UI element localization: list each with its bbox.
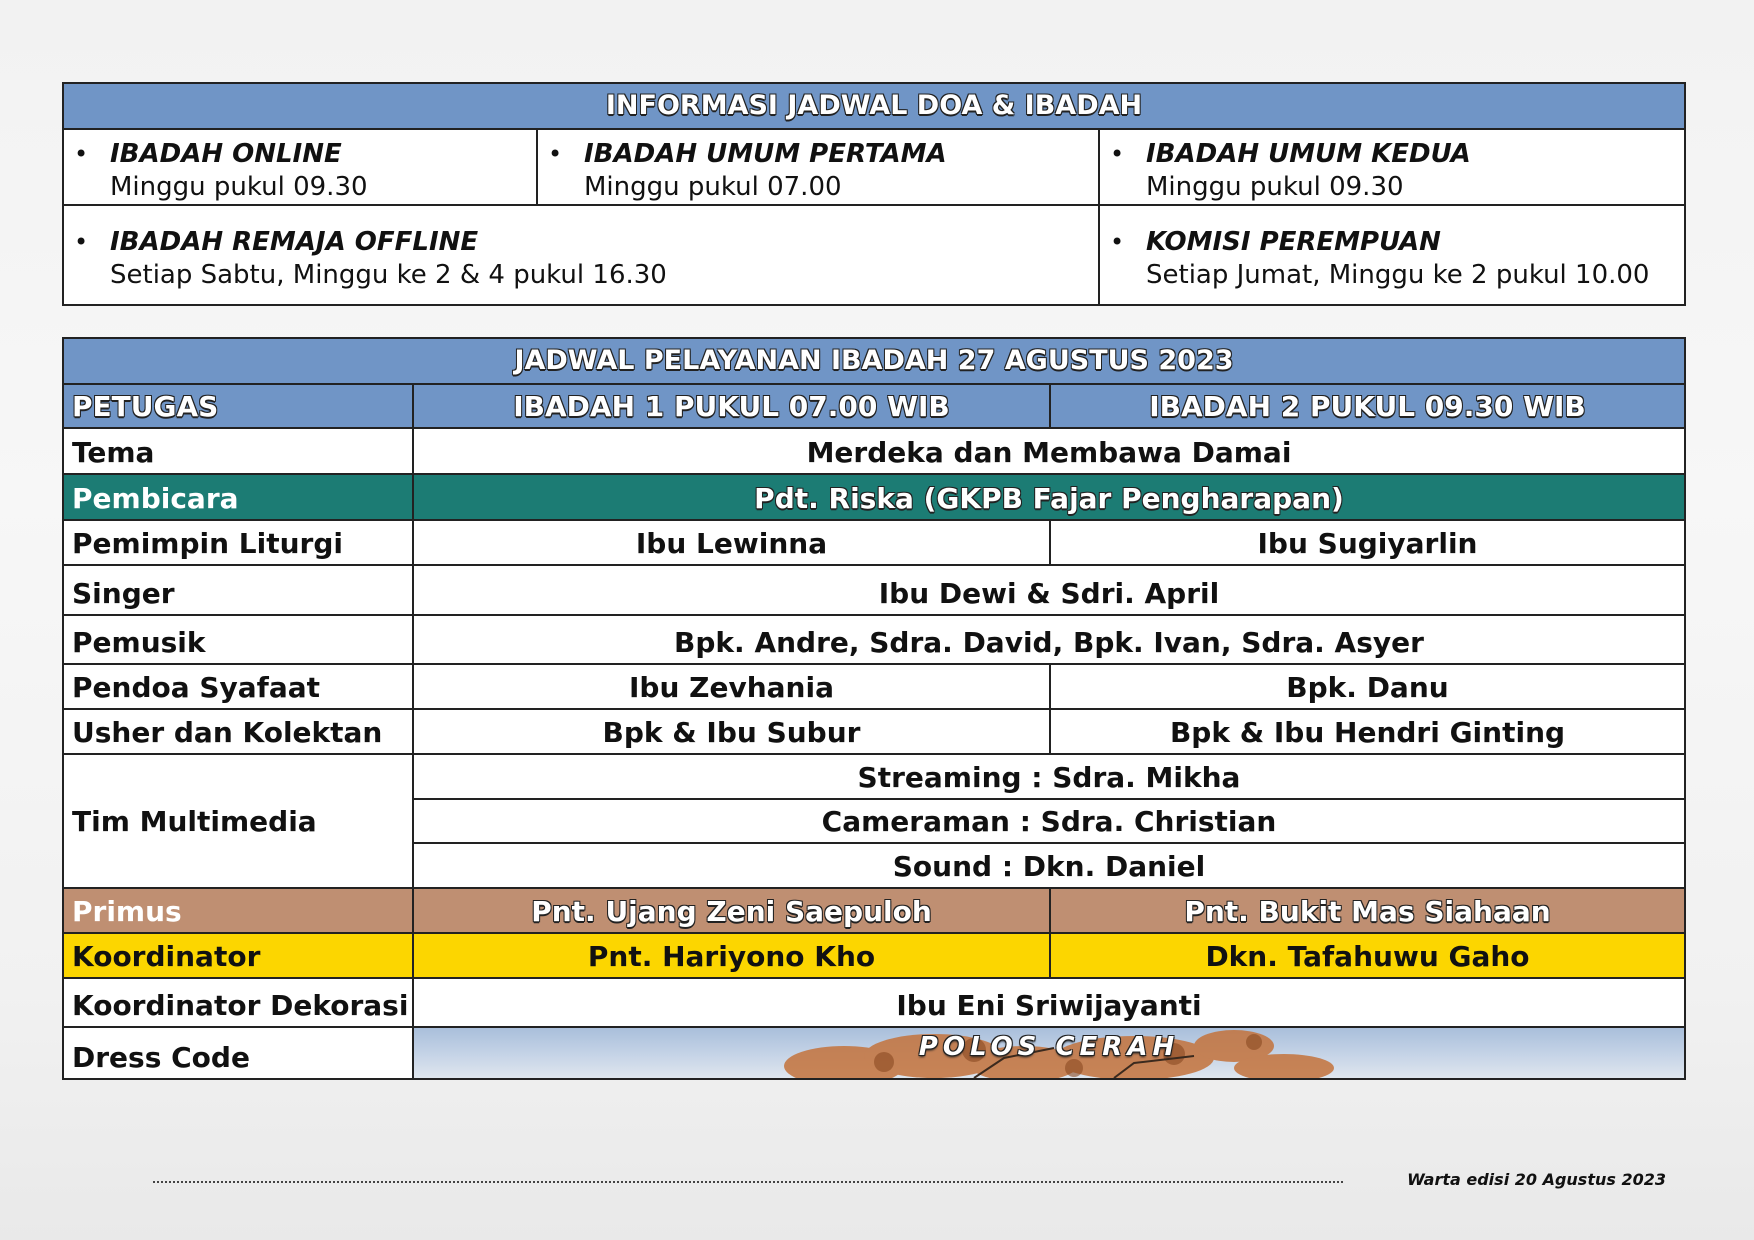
info-item-title: IBADAH UMUM PERTAMA xyxy=(584,139,947,169)
info-item-time: Minggu pukul 07.00 xyxy=(584,172,842,202)
row-label: Usher dan Kolektan xyxy=(64,710,414,753)
service-schedule-table xyxy=(62,337,1686,1080)
edition-label: Warta edisi 20 Agustus 2023 xyxy=(1407,1170,1666,1189)
row-label: Singer xyxy=(64,566,414,614)
row-label: Primus xyxy=(64,889,414,932)
bullet-icon: • xyxy=(1110,140,1125,168)
bullet-icon: • xyxy=(74,140,89,168)
ibadah-2-value: Ibu Sugiyarlin xyxy=(1049,521,1684,564)
row-value: Merdeka dan Membawa Damai xyxy=(806,436,1292,469)
header-ibadah-1: IBADAH 1 PUKUL 07.00 WIB xyxy=(513,390,950,423)
row-label: Pemusik xyxy=(64,616,414,663)
ibadah-2-value: Pnt. Bukit Mas Siahaan xyxy=(1049,889,1684,932)
info-item-title: IBADAH UMUM KEDUA xyxy=(1146,139,1471,169)
multimedia-cameraman: Cameraman : Sdra. Christian xyxy=(414,800,1684,845)
row-label: Pemimpin Liturgi xyxy=(64,521,414,564)
info-schedule-table xyxy=(62,82,1686,306)
row-pendoa-syafaat xyxy=(64,665,1684,710)
row-pemimpin-liturgi xyxy=(64,521,1684,566)
ibadah-2-value: Dkn. Tafahuwu Gaho xyxy=(1049,934,1684,977)
row-label: Pendoa Syafaat xyxy=(64,665,414,708)
row-pemusik xyxy=(64,616,1684,665)
info-table-title: INFORMASI JADWAL DOA & IBADAH xyxy=(64,84,1684,130)
info-item-time: Setiap Sabtu, Minggu ke 2 & 4 pukul 16.30 xyxy=(110,260,667,290)
multimedia-streaming: Streaming : Sdra. Mikha xyxy=(414,755,1684,800)
row-value: Pdt. Riska (GKPB Fajar Pengharapan) xyxy=(754,482,1344,515)
ibadah-1-value: Pnt. Hariyono Kho xyxy=(587,940,876,973)
info-item-komisi-perempuan xyxy=(1100,206,1684,304)
ibadah-1-value: Pnt. Ujang Zeni Saepuloh xyxy=(531,895,932,928)
info-row xyxy=(64,206,1684,304)
row-koordinator xyxy=(64,934,1684,979)
row-label: Dress Code xyxy=(64,1028,414,1078)
row-dress-code xyxy=(64,1028,1684,1078)
schedule-title: JADWAL PELAYANAN IBADAH 27 AGUSTUS 2023 xyxy=(64,339,1684,385)
ibadah-2-value: Bpk & Ibu Hendri Ginting xyxy=(1049,710,1684,753)
dress-code-value: POLOS CERAH xyxy=(918,1032,1180,1062)
row-usher-kolektan xyxy=(64,710,1684,755)
header-ibadah-2: IBADAH 2 PUKUL 09.30 WIB xyxy=(1049,385,1684,427)
dress-code-image xyxy=(414,1028,1684,1078)
schedule-header-row xyxy=(64,385,1684,429)
bullet-icon: • xyxy=(548,140,563,168)
ibadah-1-value: Ibu Zevhania xyxy=(629,671,834,704)
row-pembicara xyxy=(64,475,1684,521)
info-item-time: Setiap Jumat, Minggu ke 2 pukul 10.00 xyxy=(1146,260,1650,290)
header-petugas: PETUGAS xyxy=(64,385,414,427)
bullet-icon: • xyxy=(1110,228,1125,256)
row-label: Tim Multimedia xyxy=(64,755,414,887)
row-label: Pembicara xyxy=(64,475,414,519)
info-item-ibadah-remaja xyxy=(64,206,1100,304)
row-label: Koordinator Dekorasi xyxy=(64,979,414,1026)
row-label: Tema xyxy=(64,429,414,473)
row-value: Bpk. Andre, Sdra. David, Bpk. Ivan, Sdra. Asyer xyxy=(674,626,1424,659)
info-item-ibadah-online xyxy=(64,130,538,204)
row-singer xyxy=(64,566,1684,616)
row-koordinator-dekorasi xyxy=(64,979,1684,1028)
row-tim-multimedia xyxy=(64,755,1684,889)
info-item-title: IBADAH REMAJA OFFLINE xyxy=(110,227,479,257)
info-item-time: Minggu pukul 09.30 xyxy=(110,172,368,202)
footer-dotted-line xyxy=(153,1181,1343,1183)
info-item-time: Minggu pukul 09.30 xyxy=(1146,172,1404,202)
info-item-title: KOMISI PEREMPUAN xyxy=(1146,227,1441,257)
row-primus xyxy=(64,889,1684,934)
info-item-title: IBADAH ONLINE xyxy=(110,139,342,169)
row-tema xyxy=(64,429,1684,475)
bullet-icon: • xyxy=(74,228,89,256)
info-item-ibadah-umum-kedua xyxy=(1100,130,1684,204)
info-row xyxy=(64,130,1684,206)
ibadah-1-value: Bpk & Ibu Subur xyxy=(602,716,861,749)
info-item-ibadah-umum-pertama xyxy=(538,130,1100,204)
row-label: Koordinator xyxy=(64,934,414,977)
ibadah-2-value: Bpk. Danu xyxy=(1049,665,1684,708)
ibadah-1-value: Ibu Lewinna xyxy=(635,527,828,560)
row-value: Ibu Eni Sriwijayanti xyxy=(896,989,1202,1022)
multimedia-sound: Sound : Dkn. Daniel xyxy=(892,850,1206,884)
row-value: Ibu Dewi & Sdri. April xyxy=(878,577,1220,610)
